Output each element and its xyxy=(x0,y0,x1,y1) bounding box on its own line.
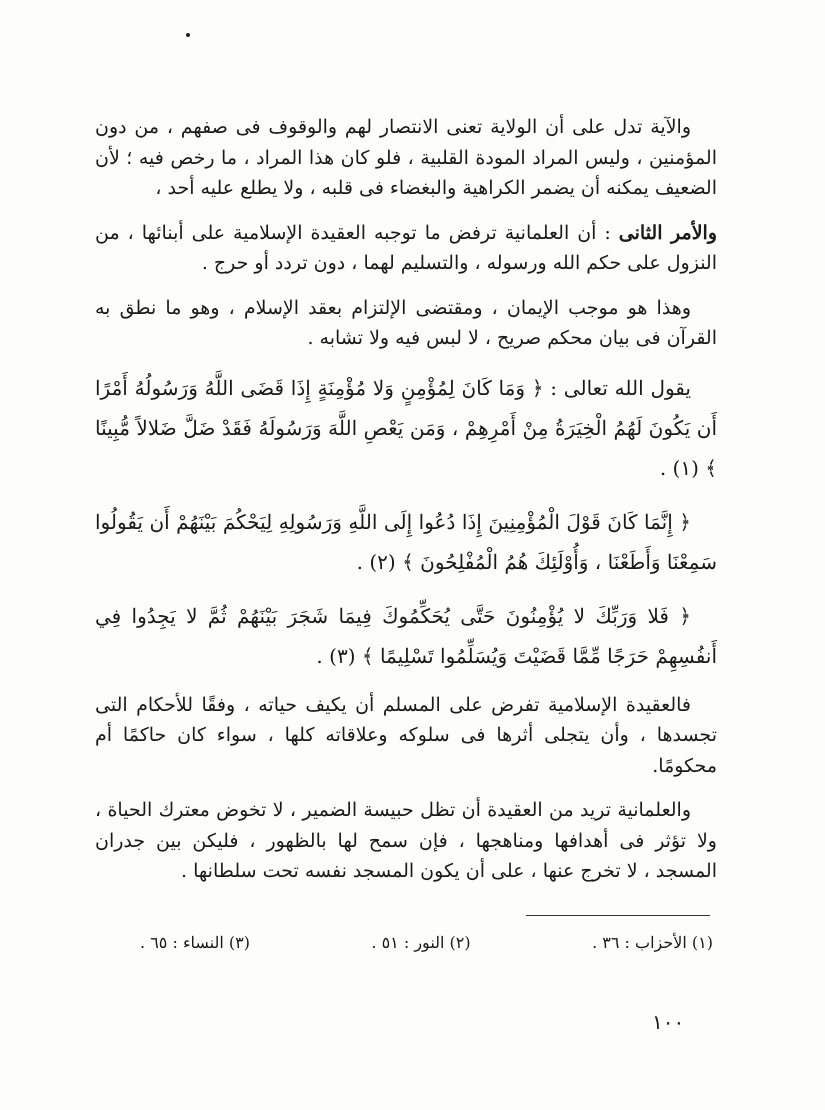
paragraph-6-text: ﴿ فَلا وَرَبِّكَ لا يُؤْمِنُونَ حَتَّى يُحَكِّمُوكَ فِيمَا شَجَرَ بَيْنَهُمْ ثُمَّ لا يَجِدُوا فِي أَنفُسِهِمْ حَرَجًا مِّمَّا قَضَيْتَ وَيُسَلِّمُوا تَسْلِيمًا ﴾ (٣) . xyxy=(95,603,717,668)
page-number: ١٠٠ xyxy=(652,1010,685,1034)
paragraph-8 xyxy=(95,795,717,887)
paragraph-3-text: وهذا هو موجب الإيمان ، ومقتضى الإلتزام بعقد الإسلام ، وهو ما نطق به القرآن فى بيان محكم صريح ، لا لبس فيه ولا تشابه . xyxy=(95,296,717,349)
footnotes xyxy=(140,933,713,952)
paragraph-7 xyxy=(95,690,717,782)
footnote-1: (١) الأحزاب : ٣٦ . xyxy=(592,933,713,952)
footnote-3: (٣) النساء : ٦٥ . xyxy=(140,933,250,952)
paragraph-5-quran xyxy=(95,502,717,582)
paragraph-2 xyxy=(95,218,717,279)
paragraph-4-text: يقول الله تعالى : ﴿ وَمَا كَانَ لِمُؤْمِنٍ وَلا مُؤْمِنَةٍ إِذَا قَضَى اللَّهُ وَرَسُولُهُ أَمْرًا أَن يَكُونَ لَهُمُ الْخِيَرَةُ مِنْ أَمْرِهِمْ ، وَمَن يَعْصِ اللَّهَ وَرَسُولَهُ فَقَدْ ضَلَّ ضَلالاً مُّبِينًا ﴾ (١) . xyxy=(95,375,717,480)
main-text xyxy=(95,112,717,901)
paragraph-5-text: ﴿ إِنَّمَا كَانَ قَوْلَ الْمُؤْمِنِينَ إِذَا دُعُوا إِلَى اللَّهِ وَرَسُولِهِ لِيَحْكُمَ بَيْنَهُمْ أَن يَقُولُوا سَمِعْنَا وَأَطَعْنَا ، وَأُوْلَئِكَ هُمُ الْمُفْلِحُونَ ﴾ (٢) . xyxy=(95,509,717,574)
paragraph-8-text: والعلمانية تريد من العقيدة أن تظل حبيسة الضمير ، لا تخوض معترك الحياة ، ولا تؤثر فى أهدافها ومناهجها ، فإن سمح لها بالظهور ، فليكن بين جدران المسجد ، لا تخرج عنها ، على أن يكون المسجد نفسه تحت سلطانها . xyxy=(95,799,717,882)
paragraph-2-text: : أن العلمانية ترفض ما توجبه العقيدة الإسلامية على أبنائها ، من النزول على حكم الله ورسوله ، والتسليم لهما ، دون تردد أو حرج . xyxy=(95,221,717,274)
footnote-2: (٢) النور : ٥١ . xyxy=(371,933,471,952)
paragraph-6-quran xyxy=(95,596,717,676)
paragraph-1 xyxy=(95,112,717,204)
paragraph-7-text: فالعقيدة الإسلامية تفرض على المسلم أن يكيف حياته ، وفقًا للأحكام التى تجسدها ، وأن يتجلى أثرها فى سلوكه وعلاقاته كلها ، سواء كان حاكمًا أم محكومًا. xyxy=(95,693,717,777)
footnote-divider xyxy=(526,915,710,916)
paragraph-2-heading: والأمر الثانى xyxy=(618,221,717,244)
paragraph-4-quran xyxy=(95,368,717,488)
paragraph-3 xyxy=(95,293,717,354)
paragraph-1-text: والآية تدل على أن الولاية تعنى الانتصار لهم والوقوف فى صفهم ، من دون المؤمنين ، وليس المراد المودة القلبية ، فلو كان هذا المراد ، ما رخص فيه ؛ لأن الضعيف يمكنه أن يضمر الكراهية والبغضاء فى قلبه ، ولا يطلع عليه أحد ، xyxy=(95,116,717,199)
page-speck xyxy=(186,33,190,37)
